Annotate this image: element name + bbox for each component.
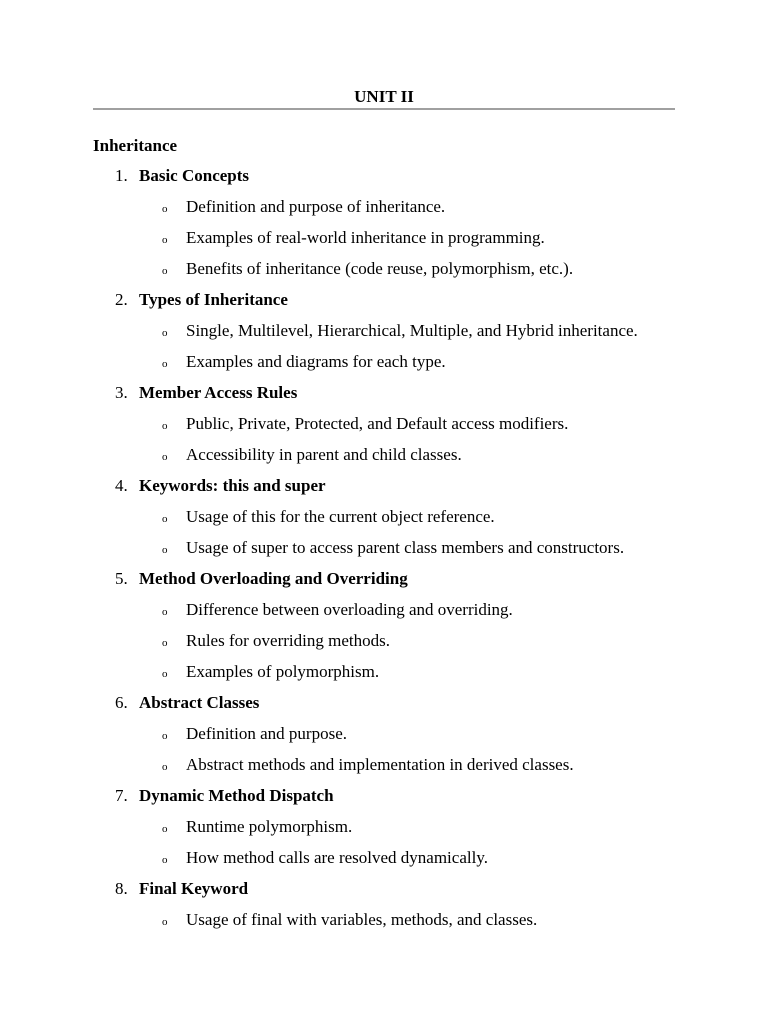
sub-item xyxy=(93,600,675,631)
sub-item-text: Difference between overloading and overriding. xyxy=(186,600,513,619)
topic-heading xyxy=(93,879,675,910)
section-heading: Inheritance xyxy=(93,136,178,155)
topic-item xyxy=(93,786,675,879)
topic-item xyxy=(93,290,675,383)
bullet-icon: o xyxy=(162,668,168,680)
sub-item-text: Runtime polymorphism. xyxy=(186,817,353,836)
topic-item xyxy=(93,569,675,693)
topic-item xyxy=(93,166,675,290)
sub-item-text: Usage of super to access parent class members and constructors. xyxy=(186,538,625,557)
topic-title: Dynamic Method Dispatch xyxy=(139,786,334,805)
topic-heading xyxy=(93,383,675,414)
topic-title: Member Access Rules xyxy=(139,383,298,402)
topic-title: Keywords: this and super xyxy=(139,476,326,495)
topic-number: 5. xyxy=(115,569,128,588)
topic-heading xyxy=(93,569,675,600)
sub-item xyxy=(93,724,675,755)
sub-item xyxy=(93,445,675,476)
bullet-icon: o xyxy=(162,606,168,618)
unit-title: UNIT II xyxy=(354,87,414,106)
topic-heading xyxy=(93,166,675,197)
sub-item xyxy=(93,817,675,848)
bullet-icon: o xyxy=(162,823,168,835)
topic-list xyxy=(93,166,675,941)
sub-item xyxy=(93,662,675,693)
sub-item-text: How method calls are resolved dynamically. xyxy=(186,848,488,867)
topic-number: 7. xyxy=(115,786,128,805)
topic-number: 6. xyxy=(115,693,128,712)
title-divider xyxy=(93,108,675,110)
topic-item xyxy=(93,879,675,941)
bullet-icon: o xyxy=(162,730,168,742)
sub-item xyxy=(93,538,675,569)
topic-item xyxy=(93,383,675,476)
sub-item-text: Examples and diagrams for each type. xyxy=(186,352,446,371)
bullet-icon: o xyxy=(162,327,168,339)
topic-number: 8. xyxy=(115,879,128,898)
sub-item-text: Single, Multilevel, Hierarchical, Multiple, and Hybrid inheritance. xyxy=(186,321,638,340)
sub-item-text: Definition and purpose of inheritance. xyxy=(186,197,446,216)
sub-item-text: Rules for overriding methods. xyxy=(186,631,390,650)
sub-item xyxy=(93,321,675,352)
bullet-icon: o xyxy=(162,203,168,215)
topic-title: Method Overloading and Overriding xyxy=(139,569,408,588)
bullet-icon: o xyxy=(162,854,168,866)
sub-item xyxy=(93,507,675,538)
sub-item-text: Benefits of inheritance (code reuse, polymorphism, etc.). xyxy=(186,259,574,278)
bullet-icon: o xyxy=(162,265,168,277)
bullet-icon: o xyxy=(162,420,168,432)
topic-heading xyxy=(93,786,675,817)
topic-title: Basic Concepts xyxy=(139,166,250,185)
sub-item-text: Examples of polymorphism. xyxy=(186,662,380,681)
sub-item-text: Definition and purpose. xyxy=(186,724,347,743)
sub-item-text: Usage of final with variables, methods, and classes. xyxy=(186,910,538,929)
sub-item xyxy=(93,228,675,259)
sub-item xyxy=(93,414,675,445)
topic-heading xyxy=(93,693,675,724)
topic-number: 1. xyxy=(115,166,128,185)
sub-item-text: Examples of real-world inheritance in programming. xyxy=(186,228,545,247)
topic-heading xyxy=(93,290,675,321)
sub-item xyxy=(93,848,675,879)
sub-item xyxy=(93,755,675,786)
bullet-icon: o xyxy=(162,637,168,649)
bullet-icon: o xyxy=(162,544,168,556)
topic-title: Abstract Classes xyxy=(139,693,260,712)
sub-item xyxy=(93,631,675,662)
bullet-icon: o xyxy=(162,451,168,463)
sub-item-text: Usage of this for the current object reference. xyxy=(186,507,495,526)
bullet-icon: o xyxy=(162,358,168,370)
sub-item xyxy=(93,352,675,383)
sub-item-text: Abstract methods and implementation in derived classes. xyxy=(186,755,574,774)
sub-item xyxy=(93,197,675,228)
topic-heading xyxy=(93,476,675,507)
sub-item-text: Public, Private, Protected, and Default access modifiers. xyxy=(186,414,569,433)
sub-item-text: Accessibility in parent and child classes. xyxy=(186,445,462,464)
bullet-icon: o xyxy=(162,916,168,928)
topic-number: 2. xyxy=(115,290,128,309)
topic-item xyxy=(93,476,675,569)
bullet-icon: o xyxy=(162,761,168,773)
sub-item xyxy=(93,259,675,290)
topic-item xyxy=(93,693,675,786)
bullet-icon: o xyxy=(162,234,168,246)
topic-title: Final Keyword xyxy=(139,879,249,898)
bullet-icon: o xyxy=(162,513,168,525)
sub-item xyxy=(93,910,675,941)
topic-number: 4. xyxy=(115,476,128,495)
topic-number: 3. xyxy=(115,383,128,402)
topic-title: Types of Inheritance xyxy=(139,290,288,309)
